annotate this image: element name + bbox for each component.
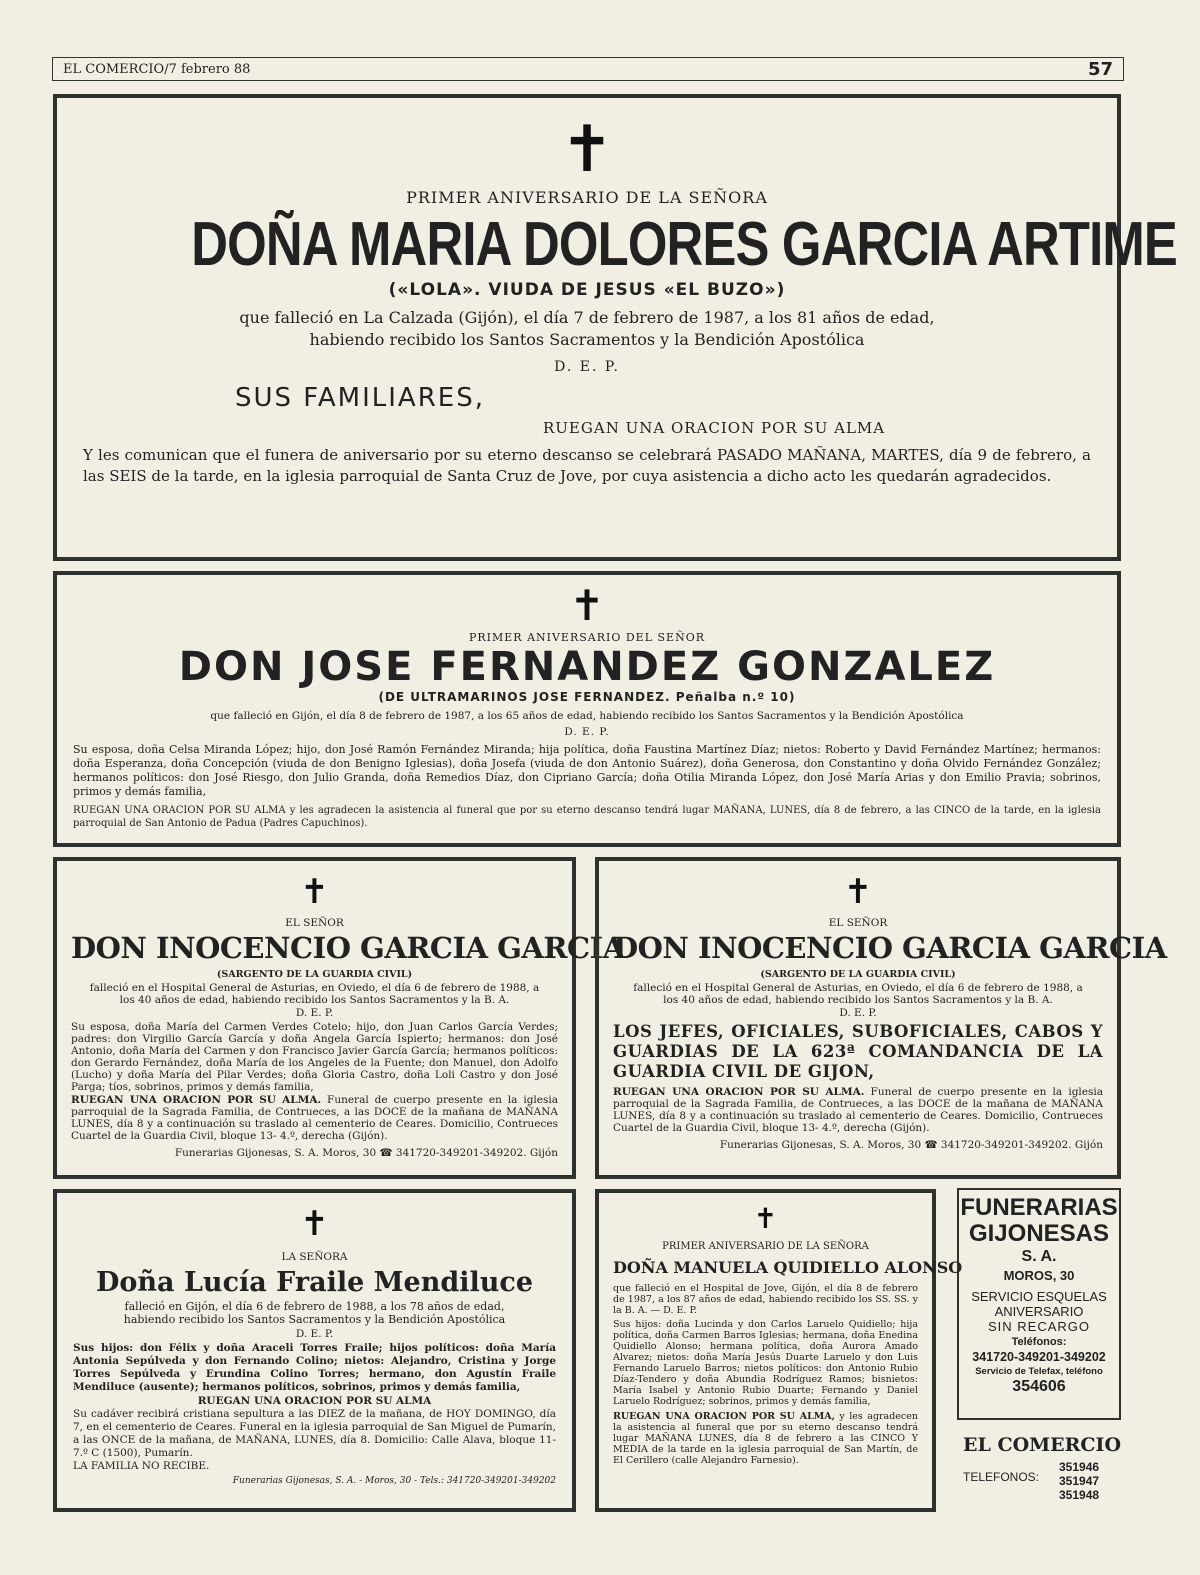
ad-name-line2: GIJONESAS bbox=[968, 1220, 1110, 1247]
el-comercio-title: EL COMERCIO bbox=[963, 1434, 1121, 1456]
page-header bbox=[52, 57, 1124, 81]
death-details: falleció en Gijón, el día 6 de febrero de 1988, a los 78 años de edad, habiendo recibido los Santos Sacramentos y la Bendición Apostólica bbox=[123, 1300, 506, 1326]
deceased-name: DON INOCENCIO GARCIA GARCIA bbox=[613, 931, 1167, 965]
family-list: Sus hijos: don Félix y doña Araceli Torres Fraile; hijos políticos: doña María Antonia Sepúlveda y don Fernando Colino; nietos: Alejandro, Cristina y Jorge Torres Sepúlveda y Erundina Colino Torres; hermano, don Agustín Fraile Mendiluce (ausente); hermanos políticos, sobrinos, primos y demás familia, bbox=[73, 1342, 556, 1393]
death-details: falleció en el Hospital General de Asturias, en Oviedo, el día 6 de febrero de 1988, a los 40 años de edad, habiendo recibido los Santos Sacramentos y la B. A. bbox=[633, 982, 1083, 1006]
prayer-line: RUEGAN UNA ORACION POR SU ALMA bbox=[197, 1395, 432, 1407]
el-comercio-phones bbox=[963, 1460, 1121, 1502]
obituary-notice-fraile-mendiluce bbox=[53, 1189, 576, 1512]
obituary-notice-inocencio-guardia-civil bbox=[595, 857, 1167, 1179]
deceased-name: DON JOSE FERNANDEZ GONZALEZ bbox=[178, 644, 996, 690]
deceased-subtitle: (DE ULTRAMARINOS JOSE FERNANDEZ. Peñalba n.º 10) bbox=[378, 690, 796, 704]
phone-number: 351946 bbox=[1059, 1460, 1100, 1474]
ad-name-line1: FUNERARIAS bbox=[960, 1194, 1118, 1221]
el-comercio-box bbox=[957, 1428, 1121, 1518]
prayer-line: RUEGAN UNA ORACION POR SU ALMA bbox=[543, 419, 886, 437]
ad-sa: S. A. bbox=[1021, 1248, 1057, 1265]
phone-number: 351947 bbox=[1059, 1474, 1100, 1488]
funeral-home-footer: Funerarias Gijonesas, S. A. - Moros, 30 - Tels.: 341720-349201-349202 bbox=[232, 1476, 556, 1486]
notice-intro: EL SEÑOR bbox=[828, 917, 888, 929]
obituary-notice-fernandez-gonzalez bbox=[53, 571, 1121, 847]
funeral-home-ad bbox=[957, 1188, 1121, 1420]
family-list: Su esposa, doña Celsa Miranda López; hijo, don José Ramón Fernández Miranda; hija política, doña Faustina Martínez Díaz; nietos: Roberto y David Fernández Martínez; hermanos: doña Esperanza, doña Concepción (viuda de don Benigno Iglesias), doña Josefa (viuda de don Antonio Suárez), doña Generosa, don Constantino y doña Olvido Fernández González; hermanos políticos: don José Riesgo, don Julio Granda, doña Remedios Díaz, don Cipriano García; doña Otilia Miranda López, don José María Arias y don Emilio Pravia; sobrinos, primos y demás familia, bbox=[73, 743, 1101, 798]
funeral-home-footer: Funerarias Gijonesas, S. A. Moros, 30 ☎ 341720-349201-349202. Gijón bbox=[174, 1147, 558, 1159]
obituary-notice-garcia-artime bbox=[53, 94, 1178, 561]
notice-intro: PRIMER ANIVERSARIO DEL SEÑOR bbox=[468, 631, 706, 644]
phones-label: TELEFONOS: bbox=[963, 1470, 1040, 1484]
obituary-notice-inocencio-family bbox=[53, 857, 625, 1179]
death-details: falleció en el Hospital General de Asturias, en Oviedo, el día 6 de febrero de 1988, a los 40 años de edad, habiendo recibido los Santos Sacramentos y la B. A. bbox=[89, 982, 540, 1006]
cross-icon: ✝ bbox=[300, 1204, 329, 1244]
ad-phones: 341720-349201-349202 bbox=[972, 1350, 1106, 1364]
ad-phones-label: Teléfonos: bbox=[1011, 1336, 1067, 1348]
rank-line: (SARGENTO DE LA GUARDIA CIVIL) bbox=[216, 969, 413, 980]
family-list: LOS JEFES, OFICIALES, SUBOFICIALES, CABOS Y GUARDIAS DE LA 623ª COMANDANCIA DE LA GUARDIA CIVIL DE GIJON, bbox=[613, 1022, 1103, 1081]
death-details: que falleció en el Hospital de Jove, Gijón, el día 8 de febrero de 1987, a los 87 años de edad, habiendo recibido los SS. SS. y la B. A. — D. E. P. bbox=[613, 1283, 918, 1316]
notice-intro: PRIMER ANIVERSARIO DE LA SEÑORA bbox=[662, 1241, 869, 1252]
rip-line: D. E. P. bbox=[839, 1007, 877, 1019]
rip-line: D. E. P. bbox=[564, 726, 610, 738]
notice-intro: LA SEÑORA bbox=[281, 1251, 348, 1263]
notice-body: Y les comunican que el funera de aniversario por su eterno descanso se celebrará PASADO MAÑANA, MARTES, día 9 de febrero, a las SEIS de la tarde, en la iglesia parroquial de Santa Cruz de Jove, por cuya asistencia a dicho acto les quedarán agradecidos. bbox=[83, 446, 1091, 485]
notice-intro: PRIMER ANIVERSARIO DE LA SEÑORA bbox=[406, 188, 768, 207]
obituary-notice-quidiello-alonso bbox=[595, 1189, 963, 1512]
death-details: que falleció en Gijón, el día 8 de febrero de 1987, a los 65 años de edad, habiendo recibido los Santos Sacramentos y la Bendición Apostólica bbox=[210, 710, 964, 722]
notice-body: Su cadáver recibirá cristiana sepultura a las DIEZ de la mañana, de HOY DOMINGO, día 7, en el cementerio de Ceares. Funeral en la iglesia parroquial de San Miguel de Pumarín, a las ONCE de la mañana, de MAÑANA, LUNES, día 8. Domicilio: Calle Alava, bloque 11-7.º C (1500), Pumarín. bbox=[73, 1408, 556, 1459]
deceased-name: DOÑA MANUELA QUIDIELLO ALONSO bbox=[613, 1258, 963, 1277]
newspaper-date: EL COMERCIO/7 febrero 88 bbox=[63, 61, 251, 77]
ad-telefax-label: Servicio de Telefax, teléfono bbox=[975, 1366, 1103, 1377]
ad-address: MOROS, 30 bbox=[1003, 1268, 1075, 1283]
death-details: que falleció en La Calzada (Gijón), el día 7 de febrero de 1987, a los 81 años de edad, bbox=[239, 308, 935, 327]
prayer-funeral-text: RUEGAN UNA ORACION POR SU ALMA. Funeral de cuerpo presente en la iglesia parroquial de la Sagrada Familia, de Contrueces, a las DOCE de la mañana de MAÑANA LUNES, día 8 y a continuación su traslado al cementerio de Ceares. Domicilio, Contrueces Cuartel de la Guardia Civil, bloque 13- 4.º, derecha (Gijón). bbox=[613, 1086, 1103, 1134]
ad-telefax-number: 354606 bbox=[1012, 1378, 1066, 1395]
prayer-funeral-text: RUEGAN UNA ORACION POR SU ALMA. Funeral de cuerpo presente en la iglesia parroquial de la Sagrada Familia, de Contrueces, a las DOCE de la mañana de MAÑANA LUNES, día 8 y a continuación su traslado al cementerio de Ceares. Domicilio, Contrueces Cuartel de la Guardia Civil, bloque 13- 4.º, derecha (Gijón). bbox=[71, 1094, 558, 1142]
ad-service-line3: SIN RECARGO bbox=[987, 1319, 1090, 1334]
cross-icon: ✝ bbox=[843, 872, 873, 912]
deceased-name: DON INOCENCIO GARCIA GARCIA bbox=[71, 931, 625, 965]
prayer-funeral-text: RUEGAN UNA ORACION POR SU ALMA, y les agradecen la asistencia al funeral que por su eterno descanso tendrá lugar MAÑANA LUNES, día 8 de febrero a las CINCO Y MEDIA de la tarde en la iglesia parroquial de San Martín, de El Cerillero (calle Alejandro Farnesio). bbox=[613, 1411, 918, 1466]
deceased-name: DOÑA MARIA DOLORES GARCIA ARTIME bbox=[191, 210, 1178, 279]
closing-line: LA FAMILIA NO RECIBE. bbox=[73, 1460, 210, 1472]
rank-line: (SARGENTO DE LA GUARDIA CIVIL) bbox=[760, 969, 956, 980]
rip-line: D. E. P. bbox=[295, 1328, 334, 1340]
cross-icon: ✝ bbox=[300, 872, 329, 912]
rip-line: D. E. P. bbox=[295, 1007, 334, 1019]
ad-service-line2: ANIVERSARIO bbox=[994, 1304, 1084, 1319]
rip-line: D. E. P. bbox=[554, 359, 620, 375]
ad-service-line1: SERVICIO ESQUELAS bbox=[971, 1289, 1107, 1304]
deceased-name: Doña Lucía Fraile Mendiluce bbox=[96, 1267, 533, 1298]
sacraments-line: habiendo recibido los Santos Sacramentos y la Bendición Apostólica bbox=[309, 330, 865, 349]
cross-icon: ✝ bbox=[560, 113, 614, 187]
prayer-funeral-text: RUEGAN UNA ORACION POR SU ALMA y les agradecen la asistencia al funeral que por su eterno descanso tendrá lugar MAÑANA, LUNES, día 8 de febrero, a las CINCO de la tarde, en la iglesia parroquial de San Antonio de Padua (Padres Capuchinos). bbox=[73, 805, 1101, 829]
family-list: Sus hijos: doña Lucinda y don Carlos Laruelo Quidiello; hija política, doña Carmen Barros Iglesias; hermana, doña Enedina Quidiello Alonso; hermana política, doña Aurora Amado Alvarez; nietos: doña María Jesús Duarte Laruelo y don Luis Fernando Laruelo Barros; nietos políticos: don Antonio Rubio Díaz-Tendero y doña Abundia Rodríguez Ramos; bisnietos: María Isabel y Antonio Rubio Duarte; Fernando y Daniel Laruelo Rodríguez; sobrinos, primos y demás familia, bbox=[613, 1319, 918, 1407]
funeral-home-footer: Funerarias Gijonesas, S. A. Moros, 30 ☎ 341720-349201-349202. Gijón bbox=[719, 1139, 1103, 1151]
cross-icon: ✝ bbox=[753, 1202, 778, 1235]
notice-intro: EL SEÑOR bbox=[285, 917, 344, 929]
family-line: SUS FAMILIARES, bbox=[235, 383, 485, 413]
deceased-alias: («LOLA». VIUDA DE JESUS «EL BUZO») bbox=[388, 280, 786, 300]
cross-icon: ✝ bbox=[569, 581, 605, 630]
family-list: Su esposa, doña María del Carmen Verdes Cotelo; hijo, don Juan Carlos García Verdes; padres: don Virgilio García García y doña Angela García Ispierto; hermanos: don José Antonio, doña María del Carmen y don Francisco Javier García García; hermanos políticos: don Gerardo Fernández, doña María de los Angeles de la Fuente; don Manuel, don Adolfo (Lucho) y doña María del Pilar Verdes; doña Gloria Castro, doña Loli Castro y don José Parga; tíos, sobrinos, primos y demás familia, bbox=[71, 1021, 558, 1093]
page-number: 57 bbox=[1087, 58, 1113, 80]
phone-number: 351948 bbox=[1059, 1488, 1100, 1502]
